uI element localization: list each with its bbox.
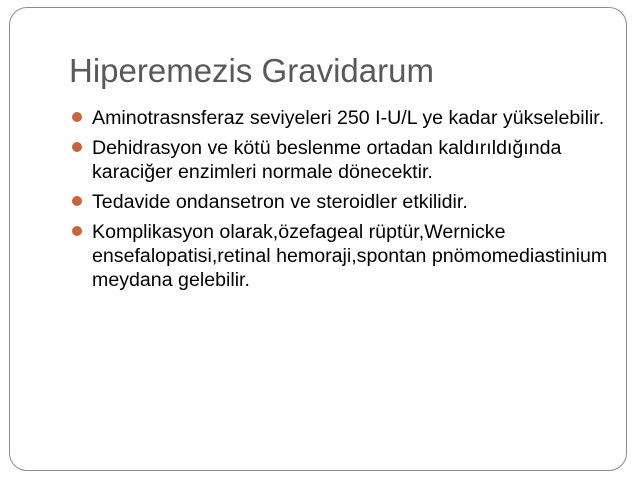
slide-title: Hiperemezis Gravidarum [69,52,434,89]
bullet-item [69,190,609,214]
bullet-icon [72,112,82,122]
bullet-item [69,136,609,184]
bullet-text: Tedavide ondansetron ve steroidler etkilidir. [92,191,468,213]
bullet-text: Aminotrasnsferaz seviyeleri 250 I-U/L ye kadar yükselebilir. [92,107,605,129]
bullet-item [69,106,609,130]
bullet-icon [72,226,82,236]
bullet-item [69,220,609,292]
bullet-icon [72,196,82,206]
bullet-text: Komplikasyon olarak,özefageal rüptür,Wernicke ensefalopatisi,retinal hemoraji,spontan pnömomediastinium meydana gelebilir. [92,221,608,291]
bullet-text: Dehidrasyon ve kötü beslenme ortadan kaldırıldığında karaciğer enzimleri normale dönecektir. [92,137,562,183]
bullet-list [69,106,609,298]
bullet-icon [72,142,82,152]
